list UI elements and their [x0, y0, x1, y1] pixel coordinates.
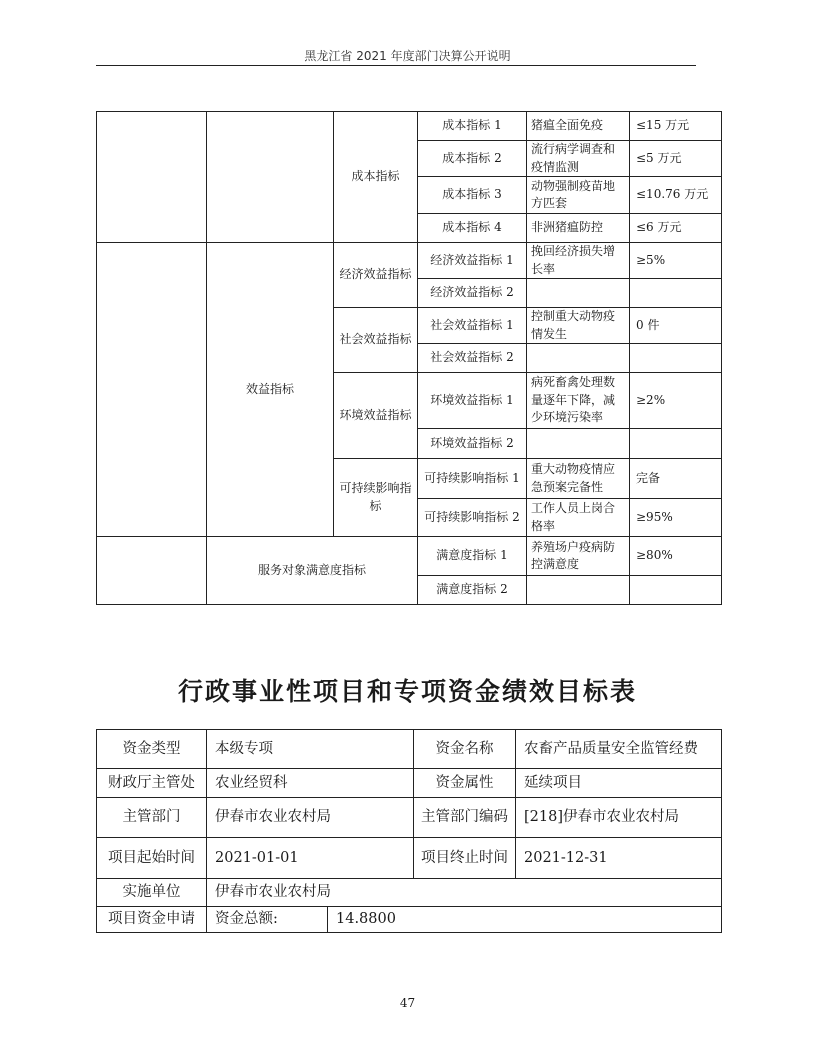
indicator-content: 流行病学调查和疫情监测	[527, 141, 630, 177]
blank-cell	[97, 243, 207, 537]
indicator-content: 重大动物疫情应急预案完备性	[527, 459, 630, 499]
start-time-value: 2021-01-01	[207, 838, 414, 879]
dept-office-label: 财政厅主管处	[97, 769, 207, 798]
indicator-name: 社会效益指标 1	[418, 308, 527, 344]
benefit-group-label: 效益指标	[207, 243, 334, 537]
fund-attr-label: 资金属性	[414, 769, 516, 798]
satisfaction-group-label: 服务对象满意度指标	[207, 537, 418, 605]
indicator-content	[527, 279, 630, 308]
indicator-value	[630, 344, 722, 373]
indicator-name: 可持续影响指标 2	[418, 499, 527, 537]
table-row	[97, 879, 722, 907]
indicator-value: 完备	[630, 459, 722, 499]
table-row	[97, 838, 722, 879]
indicator-name: 成本指标 3	[418, 177, 527, 214]
main-dept-code-value: [218]伊春市农业农村局	[516, 798, 722, 838]
indicator-value: ≤15 万元	[630, 112, 722, 141]
table-row	[97, 112, 722, 141]
indicator-value: 0 件	[630, 308, 722, 344]
fund-apply-label: 项目资金申请	[97, 907, 207, 933]
header-rule	[96, 65, 696, 66]
fund-total-label: 资金总额:	[207, 907, 328, 933]
indicator-value: ≥95%	[630, 499, 722, 537]
indicator-name: 成本指标 2	[418, 141, 527, 177]
indicator-name: 经济效益指标 2	[418, 279, 527, 308]
subgroup-label: 社会效益指标	[334, 308, 418, 373]
indicator-content: 挽回经济损失增长率	[527, 243, 630, 279]
subgroup-label: 经济效益指标	[334, 243, 418, 308]
table-row	[97, 798, 722, 838]
project-info-table	[96, 729, 722, 933]
page-number: 47	[399, 996, 416, 1010]
indicator-content: 病死畜禽处理数量逐年下降，减少环境污染率	[527, 373, 630, 429]
cost-group-label: 成本指标	[334, 112, 418, 243]
subgroup-label: 环境效益指标	[334, 373, 418, 459]
blank-cell	[207, 112, 334, 243]
end-time-value: 2021-12-31	[516, 838, 722, 879]
indicator-value	[630, 279, 722, 308]
fund-type-value: 本级专项	[207, 730, 414, 769]
blank-cell	[97, 112, 207, 243]
dept-office-value: 农业经贸科	[207, 769, 414, 798]
main-dept-value: 伊春市农业农村局	[207, 798, 414, 838]
indicator-value	[630, 429, 722, 459]
subgroup-label: 可持续影响指标	[334, 459, 418, 537]
table-row	[97, 243, 722, 279]
indicator-value	[630, 576, 722, 605]
end-time-label: 项目终止时间	[414, 838, 516, 879]
table-row	[97, 907, 722, 933]
indicator-name: 社会效益指标 2	[418, 344, 527, 373]
fund-attr-value: 延续项目	[516, 769, 722, 798]
indicator-content	[527, 576, 630, 605]
indicator-name: 成本指标 1	[418, 112, 527, 141]
indicator-content	[527, 429, 630, 459]
fund-total-value: 14.8800	[328, 907, 722, 933]
indicator-value: ≥2%	[630, 373, 722, 429]
indicator-content: 动物强制疫苗地方匹套	[527, 177, 630, 214]
indicator-name: 环境效益指标 2	[418, 429, 527, 459]
indicator-value: ≥5%	[630, 243, 722, 279]
indicator-content: 工作人员上岗合格率	[527, 499, 630, 537]
indicator-content: 控制重大动物疫情发生	[527, 308, 630, 344]
indicator-value: ≤10.76 万元	[630, 177, 722, 214]
main-dept-code-label: 主管部门编码	[414, 798, 516, 838]
indicator-content: 非洲猪瘟防控	[527, 214, 630, 243]
fund-name-label: 资金名称	[414, 730, 516, 769]
indicator-value: ≤6 万元	[630, 214, 722, 243]
fund-name-value: 农畜产品质量安全监管经费	[516, 730, 722, 769]
impl-unit-value: 伊春市农业农村局	[207, 879, 722, 907]
section-title: 行政事业性项目和专项资金绩效目标表	[177, 677, 637, 706]
indicator-value: ≥80%	[630, 537, 722, 576]
indicator-content	[527, 344, 630, 373]
indicator-name: 可持续影响指标 1	[418, 459, 527, 499]
indicator-content: 猪瘟全面免疫	[527, 112, 630, 141]
indicator-name: 满意度指标 2	[418, 576, 527, 605]
start-time-label: 项目起始时间	[97, 838, 207, 879]
indicator-name: 环境效益指标 1	[418, 373, 527, 429]
fund-type-label: 资金类型	[97, 730, 207, 769]
blank-cell	[97, 537, 207, 605]
main-dept-label: 主管部门	[97, 798, 207, 838]
indicator-content: 养殖场户疫病防控满意度	[527, 537, 630, 576]
table-row	[97, 537, 722, 576]
indicator-value: ≤5 万元	[630, 141, 722, 177]
indicator-name: 满意度指标 1	[418, 537, 527, 576]
header-title: 黑龙江省 2021 年度部门决算公开说明	[304, 49, 511, 63]
indicator-name: 成本指标 4	[418, 214, 527, 243]
impl-unit-label: 实施单位	[97, 879, 207, 907]
performance-indicator-table	[96, 111, 722, 605]
indicator-name: 经济效益指标 1	[418, 243, 527, 279]
table-row	[97, 769, 722, 798]
table-row	[97, 730, 722, 769]
